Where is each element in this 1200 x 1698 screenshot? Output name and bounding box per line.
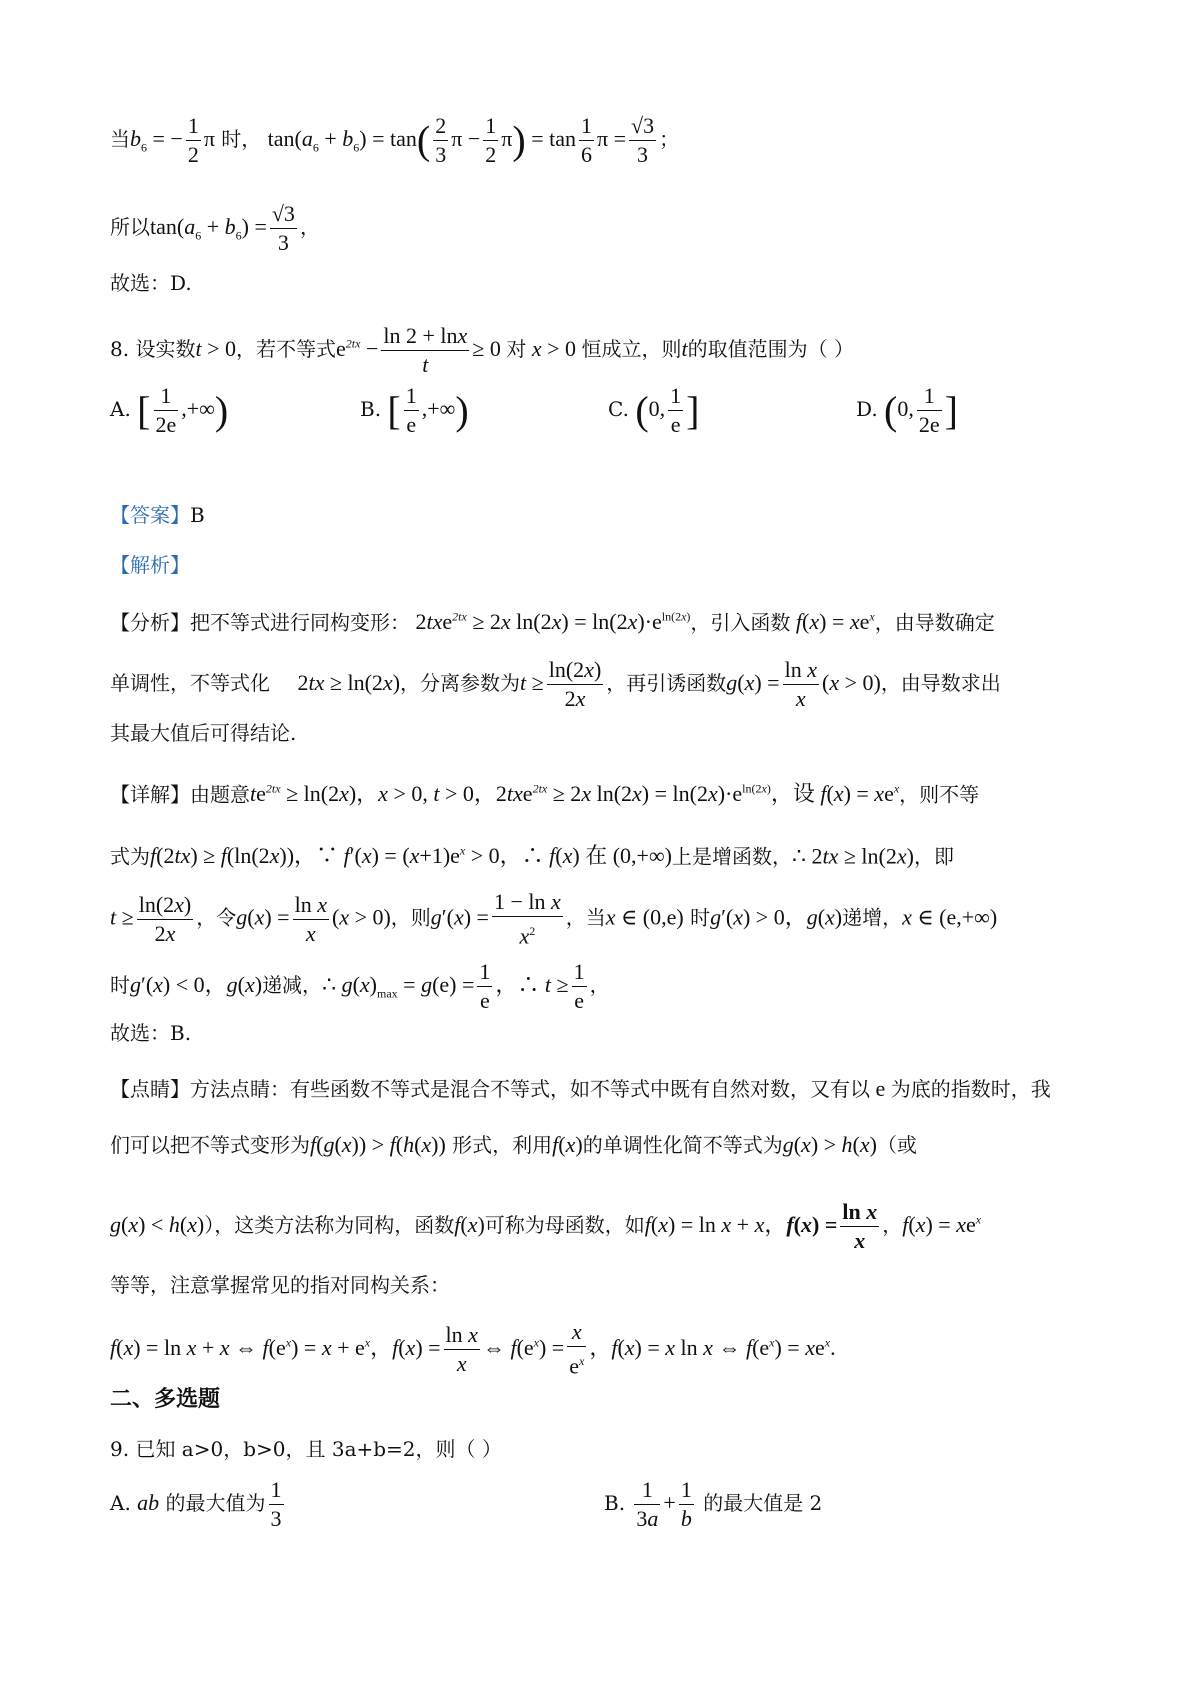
xiangjie-line4: 时g′(x) < 0，g(x)递减，∴ $g(x)_{max} = g(e)$ = $\frac{1}{e}$ ，∴ t ≥ $\frac{1}{e}$ ，	[110, 959, 610, 1013]
fenxi-line3: 其最大值后可得结论.	[110, 721, 297, 745]
analysis-label: 【解析】	[110, 553, 190, 577]
dianjing-line1: 【点睛】方法点睛：有些函数不等式是混合不等式，如不等式中既有自然对数，又有以 e 为底的指数时，我	[110, 1076, 1051, 1101]
fenxi-line2: 单调性，不等式化 2tx ≥ ln(2x)，分离参数为t ≥ $\frac{\ln(2x)}{2x}$ ，再引诱函数g(x) = $\frac{\text{ln x}}{x}$ (x > 0)，由导数求出	[110, 657, 1001, 711]
line-tan-b6: 当$b_6$ = − $\frac{1}{2}$ π 时， $\tan(a_6 + b_6) = \tan$( $\frac{2}{3}$ π − $\frac{1}{2}$ π) = tan $\frac{1}{6}$ π = $\frac{√3}{3}$ ；	[110, 113, 680, 167]
xiangjie-line3: t ≥ $\frac{\ln(2x)}{2x}$ ，令g(x) = $\frac{\text{ln x}}{x}$ (x > 0)，则g′(x) = $\frac{\text{1 − ln x}}{x^2}$ ，当x ∈ (0,e) 时g′(x) > 0，g(x)递增，x ∈ (e,+∞)	[110, 889, 998, 949]
answer-label: 【答案】	[110, 503, 190, 527]
line-conclusion: 所以$\tan(a_6 + b_6)$ = $\frac{√3}{3}$ ，	[110, 201, 320, 255]
q8-stem: 8. 设实数t > 0，若不等式$e^{2tx}$ − $\frac{\ln 2 + \ln x}{t}$ ≥ 0 对 x > 0 恒成立，则t的取值范围为（ ）	[110, 323, 855, 377]
option-d[interactable]: D. (0, $\frac{1}{2e}$ ]	[856, 383, 958, 437]
xiangjie-line1: 【详解】由题意$te^{2tx} \ge \ln(2x)$，x > 0, t > 0，2txe$^{2tx}$ ≥ 2x $\ln(2x) = \ln(2x)\cdot e^{ln(2x)}$，设 $f(x) = xe^x$，则不等	[110, 781, 980, 807]
dianjing-line2: 们可以把不等式变形为f(g(x)) > f(h(x)) 形式，利用f(x)的单调性化简不等式为g(x) > h(x)（或	[110, 1132, 917, 1157]
dianjing-line3: g(x) < h(x)），这类方法称为同构，函数f(x)可称为母函数，如f(x) = ln x + x，f(x) = $\frac{\text{ln x}}{x}$ ，$f(x) = xe^x$	[110, 1199, 982, 1253]
option-a[interactable]: A. [ $\frac{1}{2e}$ ,+∞)	[110, 383, 229, 437]
option-b[interactable]: B. [ $\frac{1}{e}$ ,+∞)	[360, 383, 469, 437]
q9-option-a[interactable]: A. ab 的最大值为 $\frac{1}{3}$	[110, 1477, 282, 1531]
choose-d: 故选：D.	[110, 271, 192, 295]
option-c[interactable]: C. (0, $\frac{1}{e}$ ]	[608, 383, 700, 437]
q9-stem: 9. 已知 a>0，b>0，且 3a+b=2，则（ ）	[110, 1437, 502, 1461]
dianjing-line4: 等等，注意掌握常见的指对同构关系：	[110, 1273, 450, 1297]
xiangjie-line2: 式为f(2tx) ≥ f(ln(2x))，∵ $f'(x) = (x+1)e^x > 0$，∴ f(x) 在 (0,+∞)上是增函数，∴ 2tx ≥ ln(2x)，即	[110, 843, 954, 869]
q9-option-b[interactable]: B. $\frac{1}{3a}$ + $\frac{1}{b}$ 的最大值是 2	[604, 1477, 823, 1531]
answer-value: B	[190, 503, 205, 527]
answer-line	[110, 502, 205, 528]
fenxi-line1: 【分析】把不等式进行同构变形： 2txe$^{2tx}$ ≥ 2x $\ln(2x) = \ln(2x)\cdot e^{ln(2x)}$，引入函数 $f(x) = xe^x$，由导数确定	[110, 609, 995, 635]
dianjing-line5: f(x) = ln x + x ⇔ $f(e^x) = x + e^x$，f(x) = $\frac{\text{ln x}}{x}$ ⇔ $f(e^x)$ = $\frac{x}{e^x}$ ，f(x) = x ln x ⇔ $f(e^x) = xe^x$.	[110, 1319, 836, 1379]
section-title: 二、多选题	[110, 1386, 221, 1412]
choose-b: 故选：B.	[110, 1021, 192, 1045]
